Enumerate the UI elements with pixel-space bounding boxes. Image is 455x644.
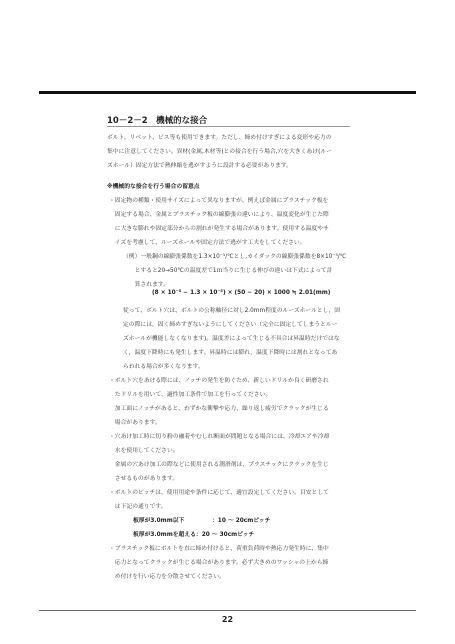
bullet-cooling: ・穴あけ加工時に切り粉の融着やむしれ断面が問題となる場合には、冷却エアや冷却 水を使用してください。 金属の穴あけ加工の際などに使用される潤滑剤は、プラスチックにクラックを生じ させるものがあります。: [109, 434, 330, 482]
formula: (8 × 10⁻⁵ − 1.3 × 10⁻⁵) × (50 − 20) × 1000 ≒ 2.01(mm): [152, 290, 331, 296]
notes-title: ※機械的な接合を行う場合の留意点: [107, 184, 200, 190]
example-paragraph: （例）一般鋼の線膨張係数を1.3×10⁻⁵/℃とし,カイダックの線膨張係数を8×10⁻⁵/℃ とすると20→50℃の温度差で1ｍ当りに生じる伸びの違いは下式によって計 算されます。: [123, 254, 347, 288]
page-number: 22: [221, 615, 234, 624]
section-heading: 10－2－2 機械的な接合: [107, 116, 208, 126]
bullet-bolt-pitch: ・ボルトのピッチは、使用用途や条件に応じて、適宜設定してください。目安として は下記の通りです。: [109, 490, 329, 510]
bullet-fixing-materials: ・固定物の種類・使用サイズによって異なりますが、例えば金属にプラスチック板を 固定する場合、金属とプラスチック板の線膨張の違いにより、温度変化が生じた際 に大きな膨れや固定部分からの割れが発生する場合があります。使用する温度やサ イズを考慮して、ルーズホールや固定方法で逃がす工夫をしてください。: [109, 198, 329, 246]
pitch-row-thin-value: ：10 ～ 20cmピッチ: [212, 518, 271, 524]
footer-rule: [39, 610, 416, 611]
bullet-drilling: ・ボルト穴をあける際には、ノッチの発生を防ぐため、新しいドリルか良く研磨され たドリルを用いて、適性加工条件で加工を行ってください。 加工面にノッチがあると、わずかな衝撃や応力、繰り返し疲労でクラックが生じる 場合があります。: [109, 378, 329, 426]
heading-underline: [107, 126, 350, 127]
intro-paragraph: ボルト、リベット、ビス等も使用できます。ただし、締め付けすぎによる変形や応力の 集中に注意してください。異材(金属,木材等)との接合を行う場合,穴を大きくあけ(ルー ズホール）固定方法で熱伸縮を逃がすように設計する必要があります。: [107, 135, 332, 169]
bullet-washer: ・プラスチック板にボルトを直に締め付けると、荷重負荷時や熱応力発生時に、集中 応力となってクラックが生じる場合があります。必ず大きめのワッシャの上から締 め付けを行い応力を分散させてください。: [109, 546, 329, 580]
header-rule: [39, 91, 416, 94]
follow-paragraph: 従って、ボルト穴は、ボルトの公称軸径に対し2.0mm程度のルーズホールとし，固 定の際には，固く締めすぎないようにしてください（完全に固定してしまうとルー ズホールが機能しなくなります)。温度差によって生じる不具合は昇温時だけではな く，温度下降時にも発生します。昇温時には膨れ，温度下降時には割れとなってあ らわれる場合が多くなります。: [123, 308, 341, 370]
pitch-row-thick: 板厚が3.0mmを超える：20 ～ 30cmピッチ: [133, 532, 255, 538]
pitch-row-thin-label: 板厚が3.0mm以下: [133, 518, 185, 524]
